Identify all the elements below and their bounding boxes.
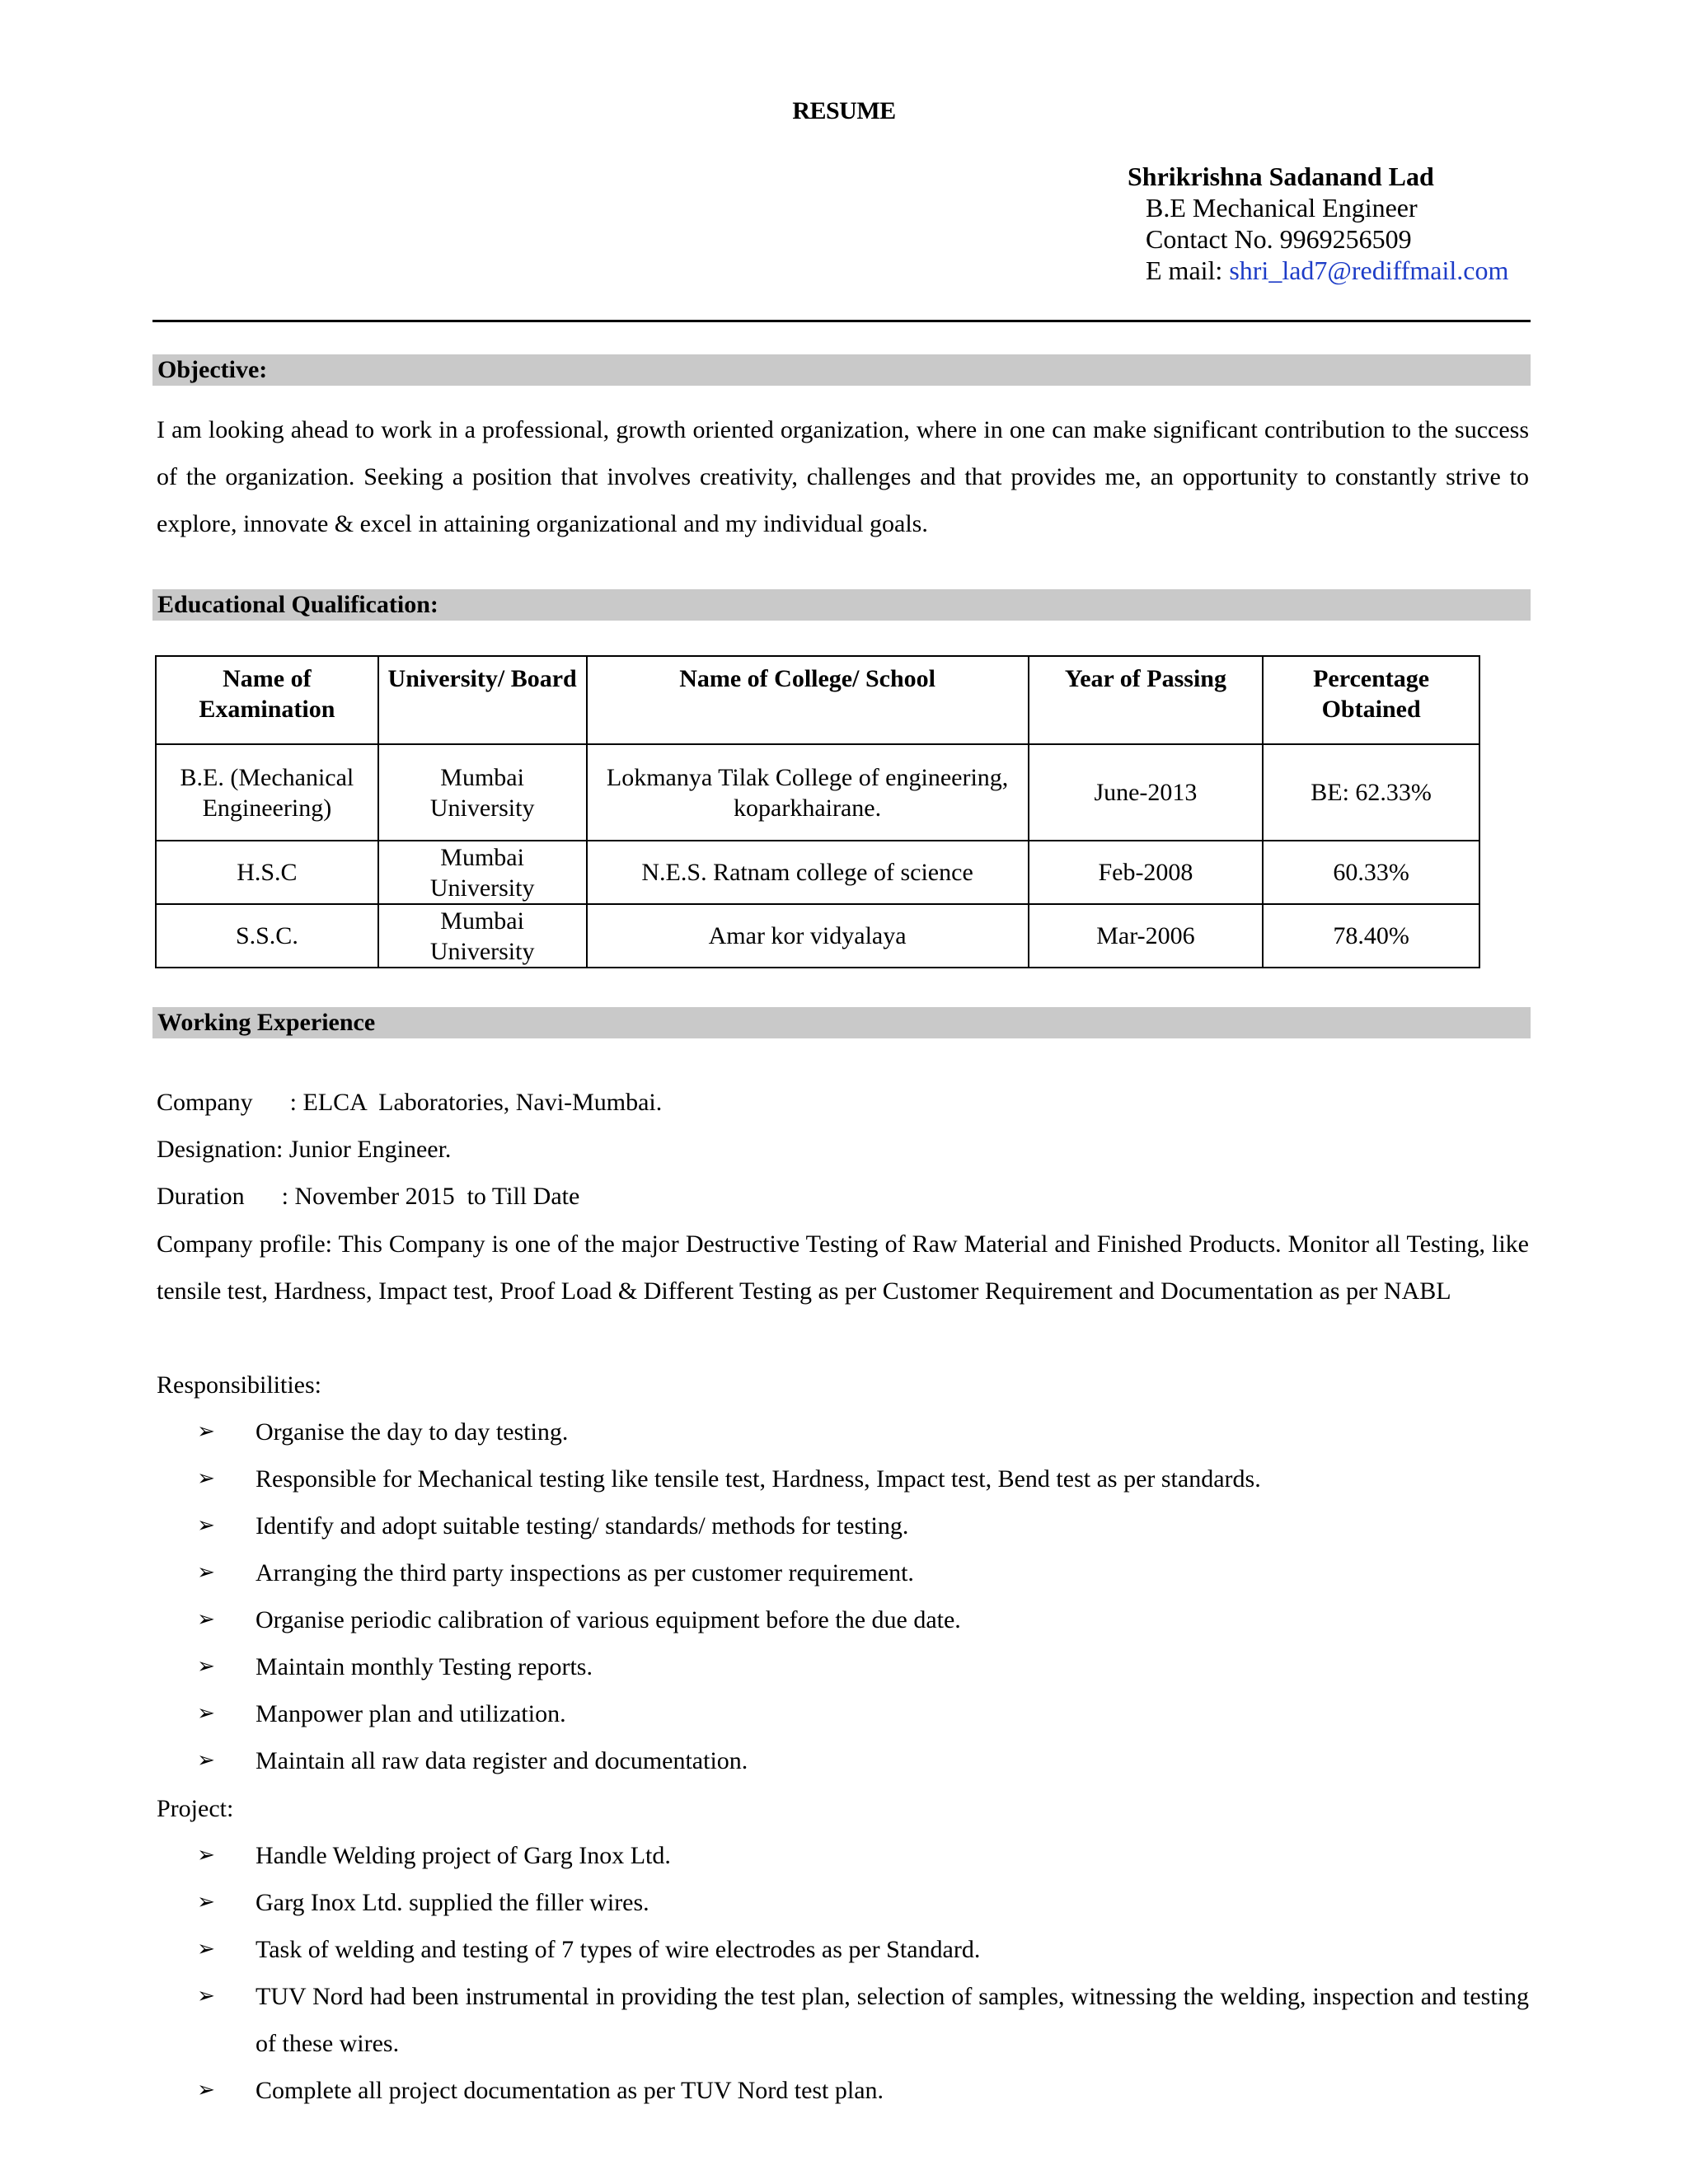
list-item: ➢ Task of welding and testing of 7 types of wire electrodes as per Standard. bbox=[157, 1926, 1529, 1973]
candidate-phone: Contact No. 9969256509 bbox=[1146, 224, 1412, 254]
arrow-bullet-icon: ➢ bbox=[197, 1937, 215, 1961]
table-cell: N.E.S. Ratnam college of science bbox=[587, 841, 1029, 904]
company-profile: Company profile: This Company is one of the major Destructive Testing of Raw Material and Finished Products. Monitor all Testing, like tensile test, Hardness, Impact test, Proof Load & Different Testing as per Customer Requirement and Documentation as per NABL bbox=[157, 1230, 1529, 1305]
column-header: Percentage Obtained bbox=[1263, 656, 1479, 744]
document-title: RESUME bbox=[792, 97, 896, 124]
table-cell: Feb-2008 bbox=[1029, 841, 1264, 904]
table-cell: Mar-2006 bbox=[1029, 904, 1264, 968]
table-cell: 60.33% bbox=[1263, 841, 1479, 904]
table-cell: S.S.C. bbox=[156, 904, 378, 968]
list-item: ➢ Organise periodic calibration of various equipment before the due date. bbox=[157, 1596, 1529, 1643]
list-item: ➢ Handle Welding project of Garg Inox Ltd. bbox=[157, 1832, 1529, 1879]
list-item: ➢ Organise the day to day testing. bbox=[157, 1408, 1529, 1455]
list-item: ➢ Manpower plan and utilization. bbox=[157, 1690, 1529, 1737]
candidate-degree: B.E Mechanical Engineer bbox=[1146, 193, 1418, 223]
email-link[interactable]: shri_lad7@rediffmail.com bbox=[1229, 255, 1509, 285]
arrow-bullet-icon: ➢ bbox=[197, 1607, 215, 1632]
responsibilities-label: Responsibilities: bbox=[157, 1371, 322, 1399]
list-item: ➢ Garg Inox Ltd. supplied the filler wires. bbox=[157, 1879, 1529, 1926]
list-item: ➢ Identify and adopt suitable testing/ standards/ methods for testing. bbox=[157, 1502, 1529, 1549]
column-header: Name of Examination bbox=[156, 656, 378, 744]
list-item: ➢ Maintain all raw data register and documentation. bbox=[157, 1737, 1529, 1784]
experience-heading: Working Experience bbox=[152, 1007, 1531, 1038]
table-cell: Amar kor vidyalaya bbox=[587, 904, 1029, 968]
education-heading: Educational Qualification: bbox=[152, 589, 1531, 621]
list-item: ➢ TUV Nord had been instrumental in providing the test plan, selection of samples, witnessing the welding, inspection and testing of these wires. bbox=[157, 1973, 1529, 2067]
table-row bbox=[156, 841, 1479, 904]
arrow-bullet-icon: ➢ bbox=[197, 2078, 215, 2102]
objective-text: I am looking ahead to work in a professional, growth oriented organization, where in one can make significant contribution to the success of the organization. Seeking a position that involves creativity, challenges and that provides me, an opportunity to constantly strive to explore, innovate & excel in attaining organizational and my individual goals. bbox=[157, 416, 1529, 537]
arrow-bullet-icon: ➢ bbox=[197, 1654, 215, 1679]
table-cell: Lokmanya Tilak College of engineering, koparkhairane. bbox=[587, 744, 1029, 841]
table-cell: Mumbai University bbox=[378, 904, 587, 968]
list-item: ➢ Maintain monthly Testing reports. bbox=[157, 1643, 1529, 1690]
header-divider bbox=[152, 320, 1531, 322]
contact-block bbox=[1128, 161, 1508, 286]
table-cell: Mumbai University bbox=[378, 841, 587, 904]
column-header: University/ Board bbox=[378, 656, 587, 744]
projects-list bbox=[157, 1832, 1529, 2114]
arrow-bullet-icon: ➢ bbox=[197, 1843, 215, 1868]
arrow-bullet-icon: ➢ bbox=[197, 1560, 215, 1585]
table-cell: BE: 62.33% bbox=[1263, 744, 1479, 841]
table-row bbox=[156, 744, 1479, 841]
table-cell: B.E. (Mechanical Engineering) bbox=[156, 744, 378, 841]
email-label: E mail: bbox=[1146, 255, 1230, 285]
candidate-email-line bbox=[1128, 255, 1508, 286]
table-cell: H.S.C bbox=[156, 841, 378, 904]
column-header: Name of College/ School bbox=[587, 656, 1029, 744]
arrow-bullet-icon: ➢ bbox=[197, 1701, 215, 1726]
candidate-name: Shrikrishna Sadanand Lad bbox=[1128, 162, 1434, 191]
list-item: ➢ Complete all project documentation as per TUV Nord test plan. bbox=[157, 2067, 1529, 2114]
objective-heading: Objective: bbox=[152, 354, 1531, 386]
table-header-row bbox=[156, 656, 1479, 744]
column-header: Year of Passing bbox=[1029, 656, 1264, 744]
list-item: ➢ Responsible for Mechanical testing like tensile test, Hardness, Impact test, Bend test as per standards. bbox=[157, 1455, 1529, 1502]
table-cell: 78.40% bbox=[1263, 904, 1479, 968]
duration-line: Duration : November 2015 to Till Date bbox=[157, 1183, 580, 1210]
project-label: Project: bbox=[157, 1795, 234, 1822]
table-cell: June-2013 bbox=[1029, 744, 1264, 841]
company-line: Company : ELCA Laboratories, Navi-Mumbai. bbox=[157, 1089, 663, 1116]
responsibilities-list bbox=[157, 1408, 1529, 1784]
list-item: ➢ Arranging the third party inspections as per customer requirement. bbox=[157, 1549, 1529, 1596]
arrow-bullet-icon: ➢ bbox=[197, 1890, 215, 1915]
arrow-bullet-icon: ➢ bbox=[197, 1984, 215, 2008]
arrow-bullet-icon: ➢ bbox=[197, 1466, 215, 1491]
table-cell: Mumbai University bbox=[378, 744, 587, 841]
arrow-bullet-icon: ➢ bbox=[197, 1748, 215, 1773]
table-row bbox=[156, 904, 1479, 968]
arrow-bullet-icon: ➢ bbox=[197, 1513, 215, 1538]
arrow-bullet-icon: ➢ bbox=[197, 1419, 215, 1444]
designation-line: Designation: Junior Engineer. bbox=[157, 1136, 452, 1163]
education-table bbox=[155, 655, 1480, 968]
